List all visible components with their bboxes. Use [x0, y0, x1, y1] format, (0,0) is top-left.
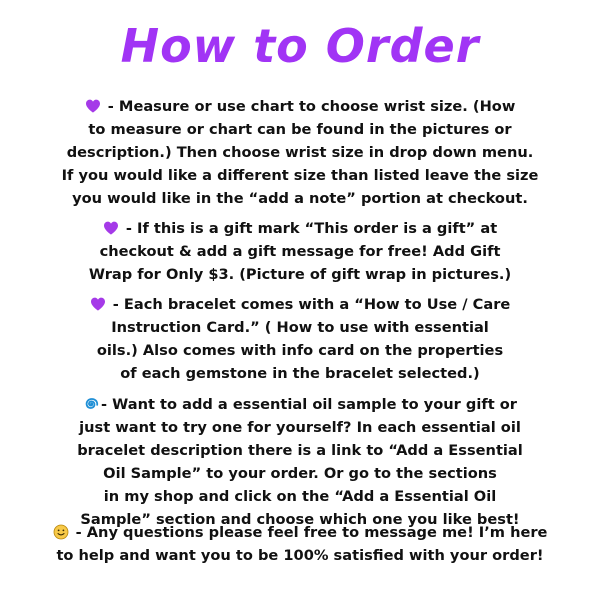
- instruction-line: - Measure or use chart to choose wrist size. (How: [0, 95, 600, 118]
- instruction-line: - Any questions please feel free to message me! I’m here: [0, 521, 600, 544]
- instruction-line: oils.) Also comes with info card on the properties: [96, 342, 504, 359]
- page-title: How to Order: [120, 19, 480, 73]
- cyclone-icon: [83, 396, 99, 412]
- instruction-line: just want to try one for yourself? In each essential oil: [79, 419, 521, 436]
- instruction-line: - Want to add a essential oil sample to your gift or: [0, 393, 600, 416]
- purple-heart-icon: [85, 98, 101, 114]
- instruction-line: checkout & add a gift message for free! Add Gift: [99, 243, 501, 260]
- instruction-line: you would like in the “add a note” portion at checkout.: [72, 190, 528, 207]
- instruction-questions: [0, 521, 600, 567]
- instruction-line: to help and want you to be 100% satisfied with your order!: [56, 547, 544, 564]
- instruction-line: If you would like a different size than listed leave the size: [61, 167, 539, 184]
- instruction-line: Oil Sample” to your order. Or go to the sections: [103, 465, 497, 482]
- smiley-icon: [53, 524, 69, 540]
- instruction-gift: [0, 217, 600, 286]
- instruction-line: Wrap for Only $3. (Picture of gift wrap in pictures.): [88, 266, 512, 283]
- instruction-care-card: [0, 293, 600, 385]
- instruction-line: Instruction Card.” ( How to use with essential: [111, 319, 489, 336]
- instruction-line: description.) Then choose wrist size in drop down menu.: [66, 144, 534, 161]
- instruction-oil-sample: [0, 393, 600, 531]
- instruction-line: of each gemstone in the bracelet selected.): [120, 365, 480, 382]
- instruction-wrist-size: [0, 95, 600, 210]
- purple-heart-icon: [103, 220, 119, 236]
- instruction-line: to measure or chart can be found in the pictures or: [88, 121, 512, 138]
- purple-heart-icon: [90, 296, 106, 312]
- instruction-line: bracelet description there is a link to “Add a Essential: [77, 442, 523, 459]
- instruction-line: - Each bracelet comes with a “How to Use / Care: [0, 293, 600, 316]
- instruction-line: - If this is a gift mark “This order is a gift” at: [0, 217, 600, 240]
- instruction-line: Sample” section and choose which one you like best!: [80, 511, 520, 528]
- instruction-line: in my shop and click on the “Add a Essential Oil: [103, 488, 497, 505]
